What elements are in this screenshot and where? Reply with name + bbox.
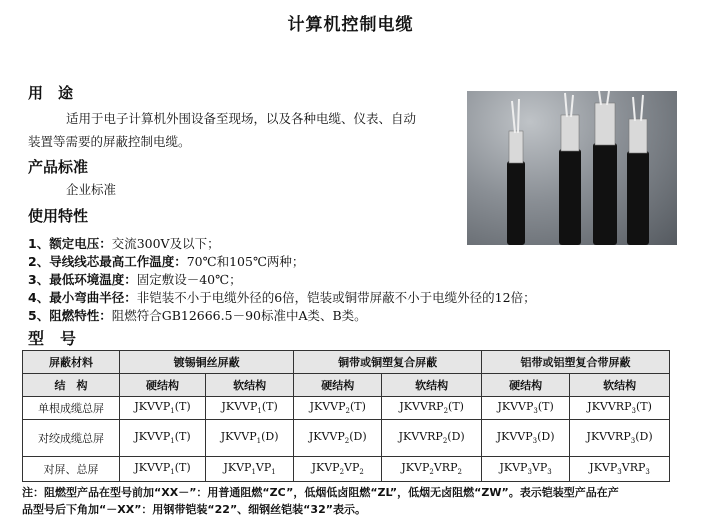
use-text-line2: 装置等需要的屏蔽控制电缆。 (28, 134, 191, 149)
feature-item-1: 1、额定电压：交流300V及以下； (28, 236, 220, 251)
row-label: 单根成缆总屏 (23, 397, 120, 420)
feature-item-2: 2、导线线芯最高工作温度：70℃和105℃两种； (28, 254, 305, 269)
table-subheader: 软结构 (570, 374, 670, 397)
table-row (23, 457, 670, 482)
row-label: 对绞成缆总屏 (23, 420, 120, 457)
table-header-structure: 结 构 (23, 374, 120, 397)
model-cell: $JKVVP_3(T)$ (482, 397, 570, 420)
model-cell: $JKVVP_3(D)$ (482, 420, 570, 457)
table-subheader: 硬结构 (120, 374, 206, 397)
use-text-line1: 适用于电子计算机外围设备至现场，以及各种电缆、仪表、自动 (66, 111, 417, 126)
page-title: 计算机控制电缆 (287, 15, 414, 35)
model-cell: $JKVP_1VP_1$ (206, 457, 294, 482)
row-label: 对屏、总屏 (23, 457, 120, 482)
model-cell: $JKVP_3VP_3$ (482, 457, 570, 482)
model-table (22, 350, 670, 482)
model-cell: $JKVVP_1(T)$ (120, 397, 206, 420)
table-header-row (23, 351, 670, 374)
table-row (23, 420, 670, 457)
section-heading-use: 用 途 (28, 84, 74, 102)
table-header-material: 屏蔽材料 (23, 351, 120, 374)
table-subheader: 软结构 (206, 374, 294, 397)
table-subheader: 硬结构 (294, 374, 382, 397)
model-cell: $JKVVRP_3(D)$ (570, 420, 670, 457)
table-subheader: 硬结构 (482, 374, 570, 397)
feature-item-3: 3、最低环境温度：固定敷设－40℃； (28, 272, 242, 287)
feature-item-5: 5、阻燃特性：阻燃符合GB12666.5－90标准中A类、B类。 (28, 308, 367, 323)
model-cell: $JKVVP_1(D)$ (206, 420, 294, 457)
table-group-header: 镀锡铜丝屏蔽 (120, 351, 294, 374)
model-cell: $JKVP_2VP_2$ (294, 457, 382, 482)
footnote (22, 484, 682, 518)
section-heading-model: 型 号 (28, 329, 77, 348)
cable-product-photo (467, 91, 677, 245)
footnote-line1: 注：阻燃型产品在型号前加“XX－”：用普通阻燃“ZC”，低烟低卤阻燃“ZL”，低烟无卤阻燃“ZW”。表示铠装型产品在产 (22, 486, 619, 499)
section-heading-standard: 产品标准 (28, 158, 89, 176)
model-cell: $JKVVRP_2(D)$ (382, 420, 482, 457)
standard-text: 企业标准 (66, 182, 117, 197)
table-row (23, 397, 670, 420)
model-cell: $JKVP_3VRP_3$ (570, 457, 670, 482)
footnote-line2: 品型号后下角加“－XX”：用钢带铠装“22”、细钢丝铠装“32”表示。 (22, 503, 366, 516)
cables-illustration (467, 91, 677, 245)
table-group-header: 铝带或铝塑复合带屏蔽 (482, 351, 670, 374)
table-subheader-row (23, 374, 670, 397)
feature-item-4: 4、最小弯曲半径：非铠装不小于电缆外径的6倍，铠装或铜带屏蔽不小于电缆外径的12倍； (28, 290, 536, 305)
model-cell: $JKVVP_1(T)$ (120, 420, 206, 457)
table-subheader: 软结构 (382, 374, 482, 397)
model-cell: $JKVVRP_2(T)$ (382, 397, 482, 420)
model-cell: $JKVVP_2(T)$ (294, 397, 382, 420)
table-group-header: 铜带或铜塑复合屏蔽 (294, 351, 482, 374)
model-cell: $JKVP_2VRP_2$ (382, 457, 482, 482)
model-cell: $JKVVP_1(T)$ (206, 397, 294, 420)
model-cell: $JKVVP_1(T)$ (120, 457, 206, 482)
model-cell: $JKVVP_2(D)$ (294, 420, 382, 457)
section-heading-features: 使用特性 (28, 207, 89, 225)
model-cell: $JKVVRP_3(T)$ (570, 397, 670, 420)
